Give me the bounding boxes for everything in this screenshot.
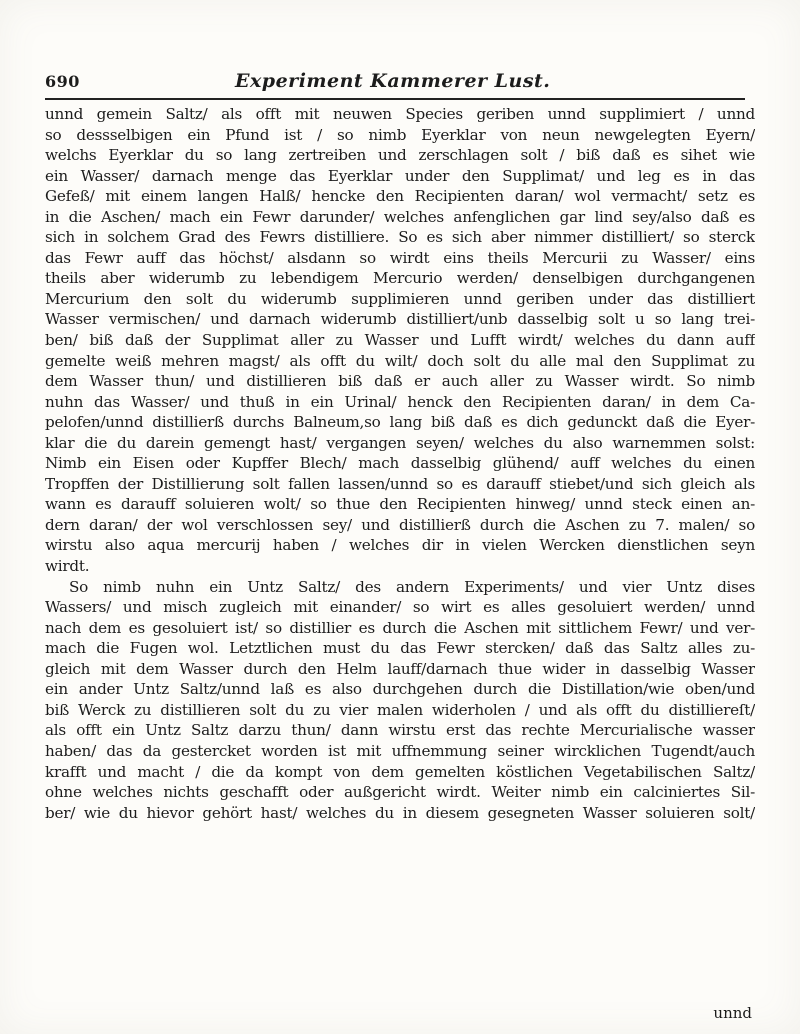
text-line: gleich mit dem Wasser durch den Helm lauff/darnach thue wider in dasselbig Wasser bbox=[45, 659, 755, 678]
text-line: Mercurium den solt du widerumb supplimieren unnd geriben under das distilliert bbox=[45, 289, 755, 308]
text-line: Gefeß/ mit einem langen Halß/ hencke den Recipienten daran/ wol vermacht/ setz es bbox=[45, 187, 755, 206]
text-line: ohne welches nichts geschafft oder außgericht wirdt. Weiter nimb ein calciniertes Sil- bbox=[45, 783, 755, 802]
text-line: Wasser vermischen/ und darnach widerumb distilliert/unb dasselbig solt u so lang trei- bbox=[45, 310, 755, 329]
text-line: als offt ein Untz Saltz darzu thun/ dann wirstu erst das rechte Mercurialische wasser bbox=[45, 721, 755, 740]
text-line: klar die du darein gemengt hast/ vergangen seyen/ welches du also warnemmen solst: bbox=[45, 433, 755, 452]
text-line: wann es darauff soluieren wolt/ so thue den Recipienten hinweg/ unnd steck einen an- bbox=[45, 495, 755, 514]
text-line: wirdt. bbox=[45, 557, 90, 576]
text-line: haben/ das da gestercket worden ist mit uffnemmung seiner wircklichen Tugendt/auch bbox=[45, 741, 755, 760]
text-line: So nimb nuhn ein Untz Saltz/ des andern Experiments/ und vier Untz dises bbox=[69, 577, 755, 596]
text-line: nuhn das Wasser/ und thuß in ein Urinal/ henck den Recipienten daran/ in dem Ca- bbox=[45, 392, 755, 411]
catchword: unnd bbox=[713, 1004, 752, 1022]
text-line: wirstu also aqua mercurij haben / welches dir in vielen Wercken dienstlichen seyn bbox=[45, 536, 755, 555]
text-line: unnd gemein Saltz/ als offt mit neuwen Species geriben unnd supplimiert / unnd bbox=[45, 105, 755, 123]
text-line: sich in solchem Grad des Fewrs distilliere. So es sich aber nimmer distilliert/ so sterck bbox=[45, 228, 755, 247]
text-line: das Fewr auff das höchst/ alsdann so wirdt eins theils Mercurii zu Wasser/ eins bbox=[45, 248, 755, 267]
text-line: dem Wasser thun/ und distillieren biß daß er auch aller zu Wasser wirdt. So nimb bbox=[45, 372, 755, 391]
text-line: Nimb ein Eisen oder Kupffer Blech/ mach dasselbig glühend/ auff welches du einen bbox=[45, 454, 755, 473]
text-line: so dessselbigen ein Pfund ist / so nimb Eyerklar von neun newgelegten Eyern/ bbox=[45, 125, 755, 144]
text-line: welchs Eyerklar du so lang zertreiben und zerschlagen solt / biß daß es sihet wie bbox=[45, 146, 755, 165]
text-line: ben/ biß daß der Supplimat aller zu Wasser und Lufft wirdt/ welches du dann auff bbox=[45, 331, 755, 350]
text-line: Tropffen der Distillierung solt fallen lassen/unnd so es darauff stiebet/und sich gleich als bbox=[45, 474, 755, 493]
text-line: in die Aschen/ mach ein Fewr darunder/ welches anfenglichen gar lind sey/also daß es bbox=[45, 207, 755, 226]
text-line: ber/ wie du hievor gehört hast/ welches du in diesem gesegneten Wasser soluieren solt/ bbox=[45, 803, 755, 822]
header-rule bbox=[45, 98, 745, 100]
text-line: ein ander Untz Saltz/unnd laß es also durchgehen durch die Distillation/wie oben/und bbox=[45, 680, 755, 699]
text-line: ein Wasser/ darnach menge das Eyerklar under den Supplimat/ und leg es in das bbox=[45, 166, 755, 185]
text-line: theils aber widerumb zu lebendigem Mercurio werden/ denselbigen durchgangenen bbox=[45, 269, 755, 288]
body-text bbox=[45, 104, 755, 1024]
text-line: Wassers/ und misch zugleich mit einander/ so wirt es alles gesoluiert werden/ unnd bbox=[45, 598, 755, 617]
text-line: nach dem es gesoluiert ist/ so distillier es durch die Aschen mit sittlichem Fewr/ und ver- bbox=[45, 618, 755, 637]
page-number: 690 bbox=[45, 72, 80, 91]
page-header bbox=[45, 70, 745, 100]
text-line: biß Werck zu distillieren solt du zu vier malen widerholen / und als offt du distilliereſt/ bbox=[45, 700, 755, 719]
text-line: gemelte weiß mehren magst/ als offt du wilt/ doch solt du alle mal den Supplimat zu bbox=[45, 351, 755, 370]
text-line: mach die Fugen wol. Letztlichen must du das Fewr stercken/ daß das Saltz alles zu- bbox=[45, 639, 755, 658]
text-line: dern daran/ der wol verschlossen sey/ und distillierß durch die Aschen zu 7. malen/ so bbox=[45, 515, 755, 534]
running-head: Experiment Kammerer Lust. bbox=[235, 70, 551, 92]
text-line: krafft und macht / die da kompt von dem gemelten köstlichen Vegetabilischen Saltz/ bbox=[45, 762, 755, 781]
text-line: pelofen/unnd distillierß durchs Balneum,so lang biß daß es dich gedunckt daß die Eyer- bbox=[45, 413, 755, 432]
